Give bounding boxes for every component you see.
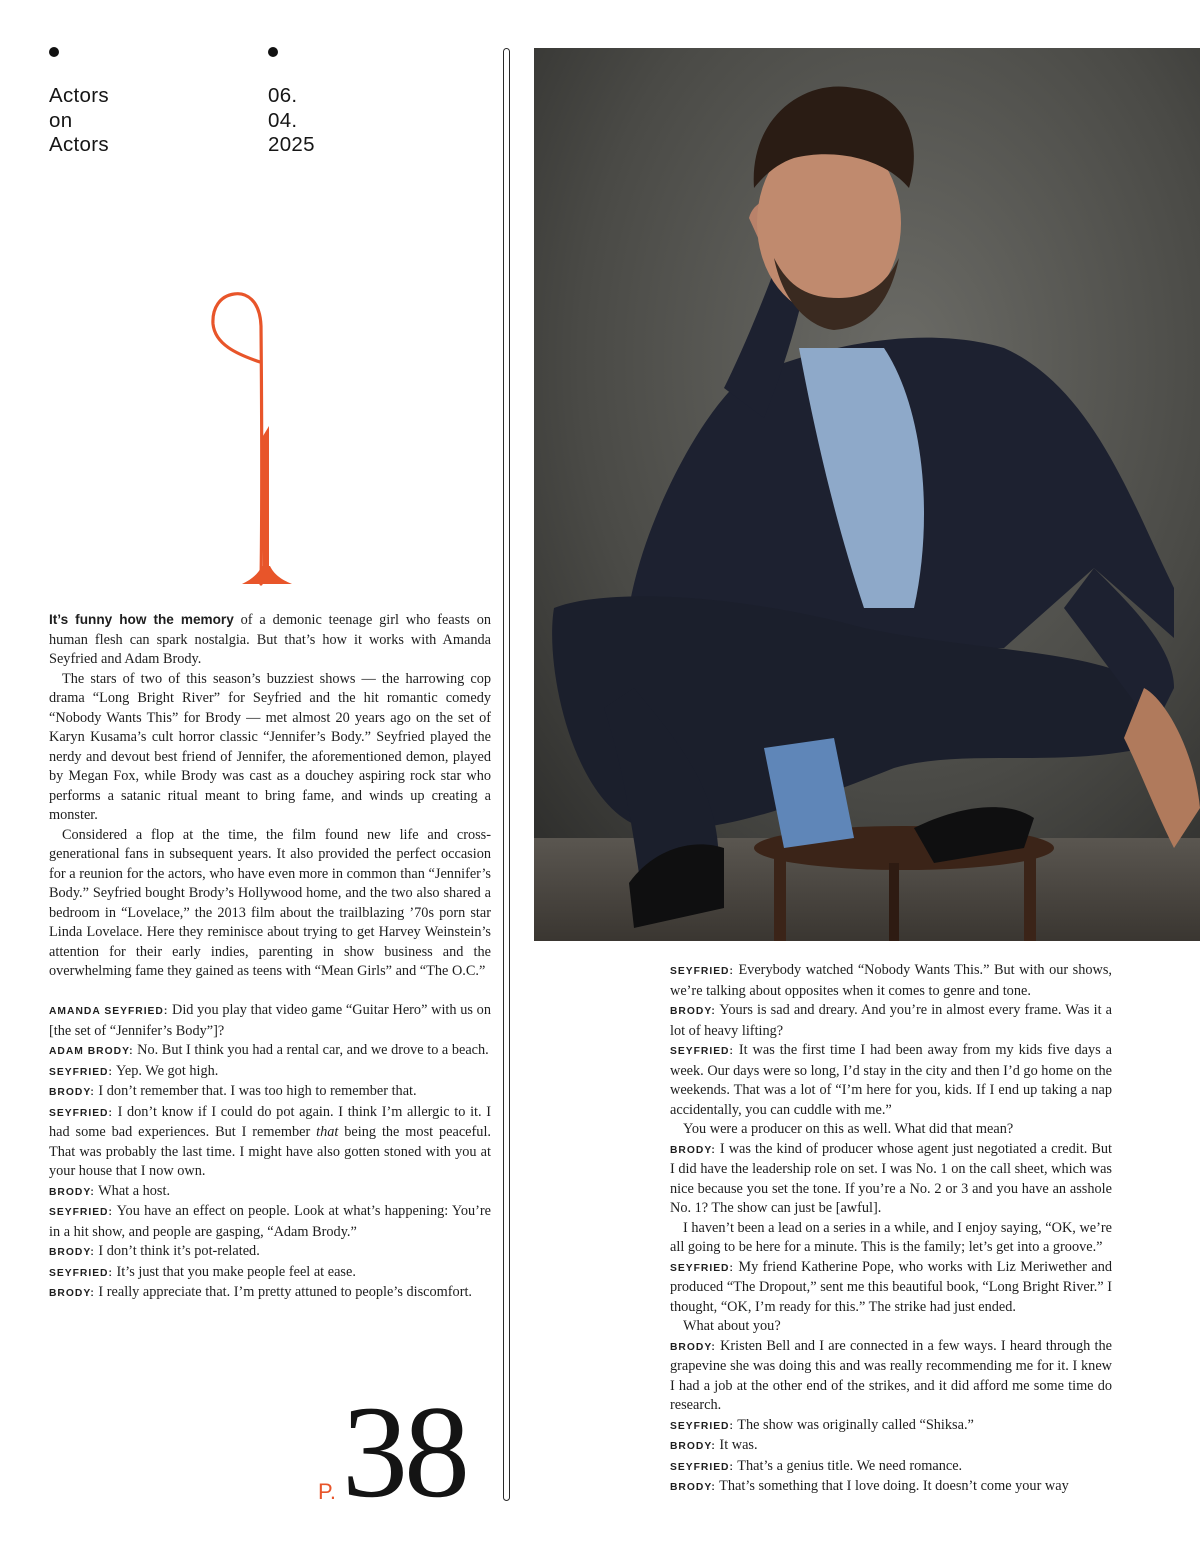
- speaker-label: SEYFRIED:: [670, 1046, 734, 1057]
- date-part: 04.: [268, 108, 298, 132]
- qa-line: [49, 1062, 491, 1083]
- speaker-label: BRODY:: [49, 1288, 95, 1299]
- issue-date: [268, 84, 315, 158]
- date-part: 2025: [268, 133, 315, 156]
- section-label: [49, 84, 109, 158]
- qa-line: [670, 1140, 1112, 1219]
- qa-text: The show was originally called “Shiksa.”: [733, 1416, 974, 1433]
- speaker-label: SEYFRIED:: [49, 1207, 113, 1218]
- intro-paragraph: [49, 610, 491, 670]
- qa-text: Kristen Bell and I are connected in a few ways. I heard through the grapevine she was doing this and was really recommending me for it. I knew I had a job at the other end of the strikes, and it did afford me some time do research.: [670, 1337, 1112, 1413]
- article-right-column: [670, 961, 1112, 1498]
- qa-text: What a host.: [94, 1182, 171, 1199]
- section-word: Actors: [49, 133, 109, 156]
- qa-line: [670, 1457, 1112, 1478]
- column-divider: [503, 48, 510, 1501]
- date-part: 06.: [268, 84, 298, 107]
- qa-line: [670, 961, 1112, 1001]
- qa-text: It’s just that you make people feel at ease.: [112, 1263, 356, 1280]
- speaker-label: SEYFRIED:: [670, 966, 734, 977]
- qa-text: I was the kind of producer whose agent just negotiated a credit. But I did have the leadership role on set. I was No. 1 on the call sheet, which was nice because you set the tone. If you’re a No. 2 or 3 and you have an asshole No. 1? The show can just be [awful].: [670, 1140, 1112, 1216]
- qa-text: I don’t know if I could do pot again. I think I’m allergic to it. I had some bad experiences. But I remember: [49, 1103, 491, 1140]
- page-number: 38: [342, 1378, 466, 1525]
- qa-line: [670, 1041, 1112, 1120]
- section-word: on: [49, 108, 73, 132]
- speaker-label: SEYFRIED:: [49, 1107, 113, 1119]
- speaker-label: BRODY:: [670, 1006, 716, 1017]
- speaker-label: SEYFRIED:: [670, 1262, 734, 1274]
- paragraph-gap: [49, 982, 491, 1002]
- qa-text: Yours is sad and dreary. And you’re in almost every frame. Was it a lot of heavy lifting?: [670, 1002, 1112, 1039]
- speaker-label: BRODY:: [670, 1341, 716, 1353]
- speaker-label: BRODY:: [49, 1186, 95, 1198]
- qa-text: No. But I think you had a rental car, and we drove to a beach.: [133, 1042, 489, 1058]
- bullet-dot-icon: [49, 47, 59, 57]
- qa-question: You were a producer on this as well. What did that mean?: [683, 1121, 1014, 1137]
- qa-text: being the most peaceful. That was probably the last time. I might have also gotten stoned with you at your house that I now own.: [49, 1124, 491, 1179]
- speaker-label: SEYFRIED:: [670, 1420, 734, 1432]
- qa-line: [49, 1001, 491, 1041]
- qa-line: [49, 1283, 491, 1304]
- intro-text: of a demonic teenage girl who feasts on human flesh can spark nostalgia. But that’s how it works with Amanda Seyfried and Adam Brody.: [49, 612, 491, 667]
- qa-question: What about you?: [683, 1318, 781, 1334]
- qa-line: [49, 1082, 491, 1103]
- qa-line: [670, 1258, 1112, 1318]
- qa-text: Everybody watched “Nobody Wants This.” But with our shows, we’re talking about opposites when it comes to genre and tone.: [670, 962, 1112, 999]
- qa-line: [670, 1416, 1112, 1437]
- speaker-label: AMANDA SEYFRIED:: [49, 1006, 169, 1017]
- qa-text: You have an effect on people. Look at what’s happening: You’re in a hit show, and people are gasping, “Adam Brody.”: [49, 1203, 491, 1240]
- qa-line: [49, 1202, 491, 1242]
- portrait-photo: [534, 48, 1200, 941]
- speaker-label: SEYFRIED:: [49, 1267, 113, 1279]
- article-paragraph: Considered a flop at the time, the film found new life and cross-generational fans in subsequent years. It also provided the perfect occasion for a reunion for the actors, who have even more in common than “Jennifer’s Body.” Seyfried bought Brody’s Hollywood home, and the two also shared a bedroom in “Lovelace,” the 2013 film about the trailblazing ’70s porn star Linda Lovelace. Here they reminisce about trying to get Harvey Weinstein’s attention for their early indies, parenting in show business and the overwhelming fame they gained as teens with “Mean Girls” and “The O.C.”: [49, 826, 491, 979]
- qa-line: [49, 1242, 491, 1263]
- qa-text: It was.: [715, 1437, 758, 1453]
- speaker-label: BRODY:: [49, 1247, 95, 1258]
- qa-text: That’s a genius title. We need romance.: [733, 1457, 963, 1474]
- qa-line: [670, 1436, 1112, 1457]
- qa-line: [49, 1103, 491, 1182]
- qa-line: [670, 1001, 1112, 1041]
- qa-text: I really appreciate that. I’m pretty attuned to people’s discomfort.: [94, 1284, 473, 1300]
- qa-text: Did you play that video game “Guitar Hero” with us on [the set of “Jennifer’s Body”]?: [49, 1002, 491, 1039]
- emphasis-word: that: [316, 1124, 339, 1140]
- qa-line: [670, 1477, 1112, 1498]
- qa-continuation: I haven’t been a lead on a series in a while, and I enjoy saying, “OK, we’re all going to be here for a minute. This is the family; let’s get into a groove.”: [670, 1219, 1112, 1255]
- qa-text: I don’t remember that. I was too high to remember that.: [94, 1083, 417, 1099]
- section-word: Actors: [49, 84, 109, 107]
- qa-line: [49, 1182, 491, 1203]
- speaker-label: BRODY:: [670, 1441, 716, 1452]
- speaker-label: BRODY:: [49, 1087, 95, 1098]
- qa-text: I don’t think it’s pot-related.: [94, 1243, 260, 1259]
- speaker-label: SEYFRIED:: [49, 1066, 113, 1078]
- ornamental-numeral-icon: [200, 286, 310, 591]
- qa-text: My friend Katherine Pope, who works with Liz Meriwether and produced “The Dropout,” sent me this beautiful book, “Long Bright River.” I thought, “OK, I’m ready for this.” The strike had just ended.: [670, 1258, 1112, 1315]
- page-prefix: P.: [318, 1479, 336, 1504]
- qa-text: Yep. We got high.: [112, 1062, 219, 1079]
- qa-text: It was the first time I had been away from my kids five days a week. Our days were so long, I’d stay in the city and then I’d go home on the weekends. That was a lot of “I’m here for you, kids. If I end up taking a nap accidentally, you can cuddle with me.”: [670, 1042, 1112, 1118]
- speaker-label: ADAM BRODY:: [49, 1046, 134, 1057]
- article-left-column: [49, 610, 491, 1304]
- article-paragraph: The stars of two of this season’s buzziest shows — the harrowing cop drama “Long Bright River” for Seyfried and the hit romantic comedy “Nobody Wants This” for Brody — met almost 20 years ago on the set of Karyn Kusama’s cult horror classic “Jennifer’s Body.” Seyfried played the nerdy and devout best friend of Jennifer, the aforementioned demon, played by Megan Fox, while Brody was cast as a douchey aspiring rock star who performs a satanic ritual meant to bring fame, and winds up creating a monster.: [49, 670, 491, 823]
- bullet-dot-icon: [268, 47, 278, 57]
- qa-line: [49, 1041, 491, 1062]
- lead-in: It’s funny how the memory: [49, 612, 234, 627]
- speaker-label: BRODY:: [670, 1482, 716, 1493]
- qa-line: [49, 1263, 491, 1284]
- speaker-label: BRODY:: [670, 1144, 716, 1156]
- qa-line: [670, 1337, 1112, 1416]
- speaker-label: SEYFRIED:: [670, 1461, 734, 1473]
- qa-text: That’s something that I love doing. It doesn’t come your way: [715, 1478, 1069, 1494]
